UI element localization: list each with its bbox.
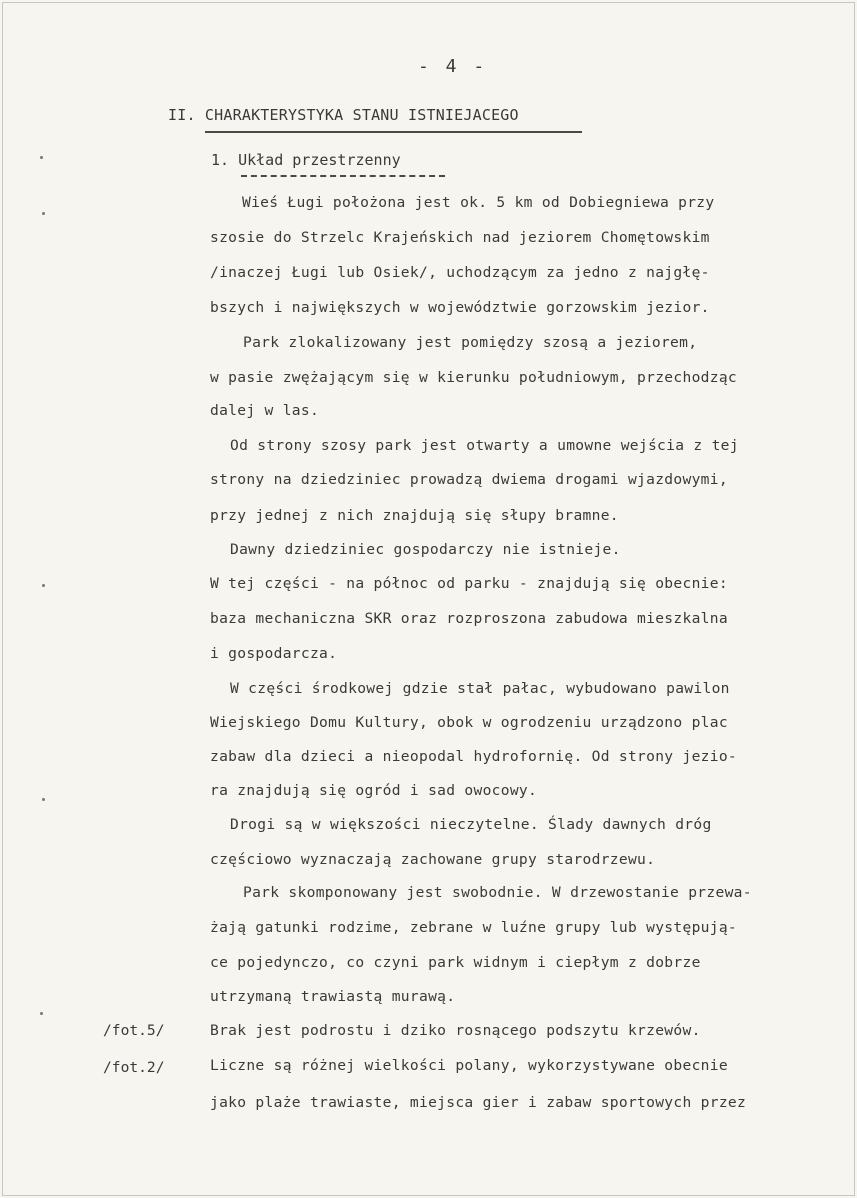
text-line: w pasie zwężającym się w kierunku południowym, przechodząc (210, 369, 737, 386)
text-line: strony na dziedziniec prowadzą dwiema drogami wjazdowymi, (210, 471, 728, 488)
text-line: baza mechaniczna SKR oraz rozproszona zabudowa mieszkalna (210, 610, 728, 627)
text-line: zabaw dla dzieci a nieopodal hydrofornię. Od strony jezio- (210, 748, 737, 765)
text-line: Liczne są różnej wielkości polany, wykorzystywane obecnie (210, 1057, 728, 1074)
text-line: bszych i największych w województwie gorzowskim jezior. (210, 299, 710, 316)
text-line: żają gatunki rodzime, zebrane w luźne grupy lub występują- (210, 919, 737, 936)
text-line: Drogi są w większości nieczytelne. Ślady dawnych dróg (230, 816, 712, 833)
scan-speck (40, 156, 43, 159)
text-line: Brak jest podrostu i dziko rosnącego podszytu krzewów. (210, 1022, 701, 1039)
page-number: - 4 - (418, 56, 488, 77)
scan-speck (42, 798, 45, 801)
section-heading: 1. Układ przestrzenny (211, 151, 401, 169)
text-line: W części środkowej gdzie stał pałac, wybudowano pawilon (230, 680, 730, 697)
text-line: Od strony szosy park jest otwarty a umowne wejścia z tej (230, 437, 739, 454)
chapter-heading: II. CHARAKTERYSTYKA STANU ISTNIEJACEGO (168, 106, 519, 124)
text-line: dalej w las. (210, 402, 320, 419)
text-line: Wieś Ługi położona jest ok. 5 km od Dobiegniewa przy (242, 194, 715, 211)
scan-speck (40, 1012, 43, 1015)
section-underline (241, 175, 445, 177)
margin-note-photo-ref: /fot.2/ (103, 1059, 165, 1076)
text-line: ra znajdują się ogród i sad owocowy. (210, 782, 538, 799)
text-line: Wiejskiego Domu Kultury, obok w ogrodzeniu urządzono plac (210, 714, 728, 731)
text-line: Dawny dziedziniec gospodarczy nie istnieje. (230, 541, 621, 558)
text-line: i gospodarcza. (210, 645, 338, 662)
text-line: szosie do Strzelc Krajeńskich nad jeziorem Chomętowskim (210, 229, 710, 246)
text-line: ce pojedynczo, co czyni park widnym i ciepłym z dobrze (210, 954, 701, 971)
text-line: jako plaże trawiaste, miejsca gier i zabaw sportowych przez (210, 1094, 747, 1111)
chapter-underline (205, 131, 582, 133)
text-line: Park zlokalizowany jest pomiędzy szosą a jeziorem, (243, 334, 698, 351)
scan-speck (42, 584, 45, 587)
margin-note-photo-ref: /fot.5/ (103, 1022, 165, 1039)
text-line: W tej części - na północ od parku - znajdują się obecnie: (210, 575, 728, 592)
text-line: Park skomponowany jest swobodnie. W drzewostanie przewa- (243, 884, 752, 901)
text-line: częściowo wyznaczają zachowane grupy starodrzewu. (210, 851, 656, 868)
page-border (2, 2, 855, 1196)
text-line: /inaczej Ługi lub Osiek/, uchodzącym za jedno z najgłę- (210, 264, 710, 281)
scan-speck (42, 212, 45, 215)
text-line: przy jednej z nich znajdują się słupy bramne. (210, 507, 619, 524)
text-line: utrzymaną trawiastą murawą. (210, 988, 456, 1005)
